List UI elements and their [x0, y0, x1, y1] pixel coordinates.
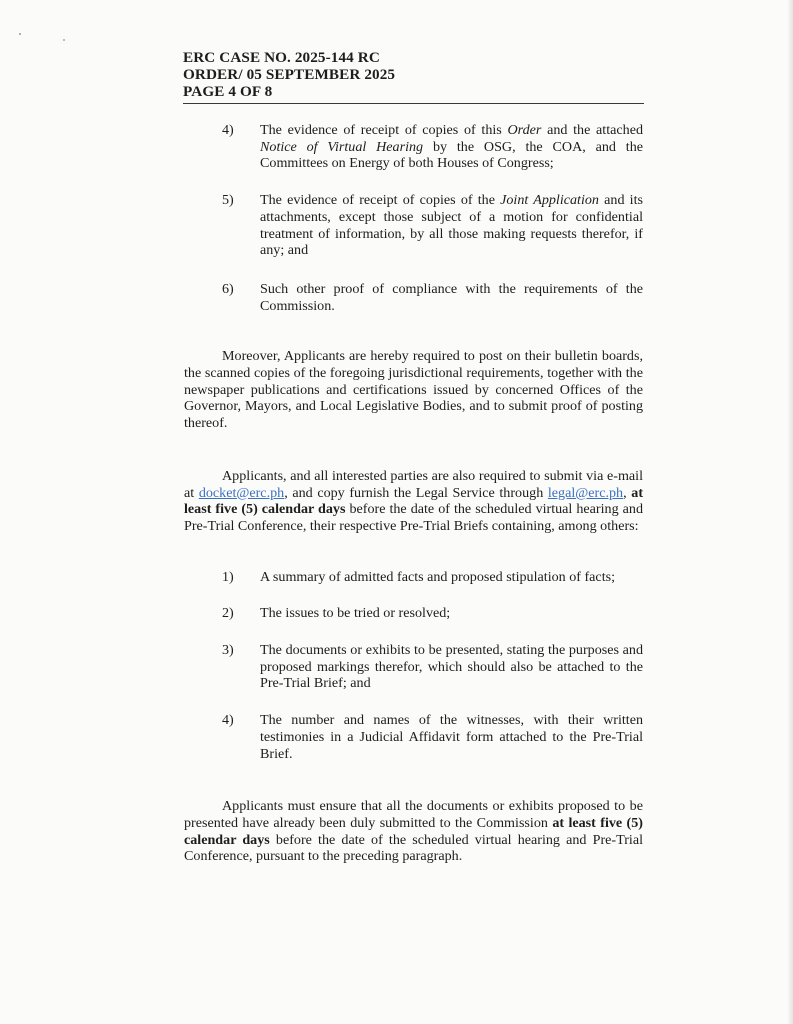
paragraph-final: Applicants must ensure that all the documents or exhibits proposed to be presented have already been duly submitted to the Commission at least five (5) calendar days before the date of the scheduled virtual hearing and Pre-Trial Conference, pursuant to the preceding paragraph. [184, 798, 643, 865]
email-link-legal[interactable]: legal@erc.ph [547, 484, 624, 501]
document-body [184, 122, 643, 865]
list-item [184, 642, 643, 692]
list-item [184, 712, 643, 762]
item-text: The evidence of receipt of copies of the Joint Application and its attachments, except those subject of a motion for confidential treatment of information, by all those making requests therefor, if any; and [260, 192, 643, 259]
header-divider [183, 103, 644, 104]
item-number: 4) [222, 122, 234, 138]
email-link-docket[interactable]: docket@erc.ph [198, 484, 285, 501]
item-number: 5) [222, 192, 234, 209]
list-item [184, 281, 643, 314]
item-text: The number and names of the witnesses, with their written testimonies in a Judicial Affidavit form attached to the Pre-Trial Brief. [260, 712, 643, 762]
case-number: ERC CASE NO. 2025-144 RC [183, 49, 380, 66]
item-text: The issues to be tried or resolved; [260, 605, 451, 622]
item-text: The documents or exhibits to be presented, stating the purposes and proposed markings therefor, which should also be attached to the Pre-Trial Brief; and [260, 642, 643, 692]
scan-speck [19, 33, 21, 35]
item-text: A summary of admitted facts and proposed stipulation of facts; [260, 568, 616, 585]
order-date: ORDER/ 05 SEPTEMBER 2025 [183, 66, 396, 83]
item-number: 3) [222, 642, 234, 659]
paragraph-moreover: Moreover, Applicants are hereby required to post on their bulletin boards, the scanned copies of the foregoing jurisdictional requirements, together with the newspaper publications and certifications issued by concerned Offices of the Governor, Mayors, and Local Legislative Bodies, and to submit proof of posting thereof. [184, 348, 643, 432]
document-header [183, 49, 643, 100]
item-text: Such other proof of compliance with the requirements of the Commission. [260, 280, 643, 314]
list-item [184, 192, 643, 259]
item-number: 4) [222, 712, 234, 729]
scan-speck [63, 39, 65, 41]
scan-edge-shadow [787, 0, 793, 1024]
paragraph-applicants: Applicants, and all interested parties are also required to submit via e-mail at docket@erc.ph, and copy furnish the Legal Service through legal@erc.ph, at least five (5) calendar days before the date of the scheduled virtual hearing and Pre-Trial Conference, their respective Pre-Trial Briefs containing, among others: [184, 467, 644, 534]
item-number: 6) [222, 280, 234, 297]
list-item [184, 605, 643, 622]
item-number: 2) [222, 605, 234, 622]
item-text: The evidence of receipt of copies of this Order and the attached Notice of Virtual Hearing by the OSG, the COA, and the Committees on Energy of both Houses of Congress; [260, 122, 644, 172]
list-item [184, 569, 643, 586]
page-number: PAGE 4 OF 8 [183, 83, 273, 100]
item-number: 1) [222, 568, 234, 585]
list-item [184, 122, 643, 172]
